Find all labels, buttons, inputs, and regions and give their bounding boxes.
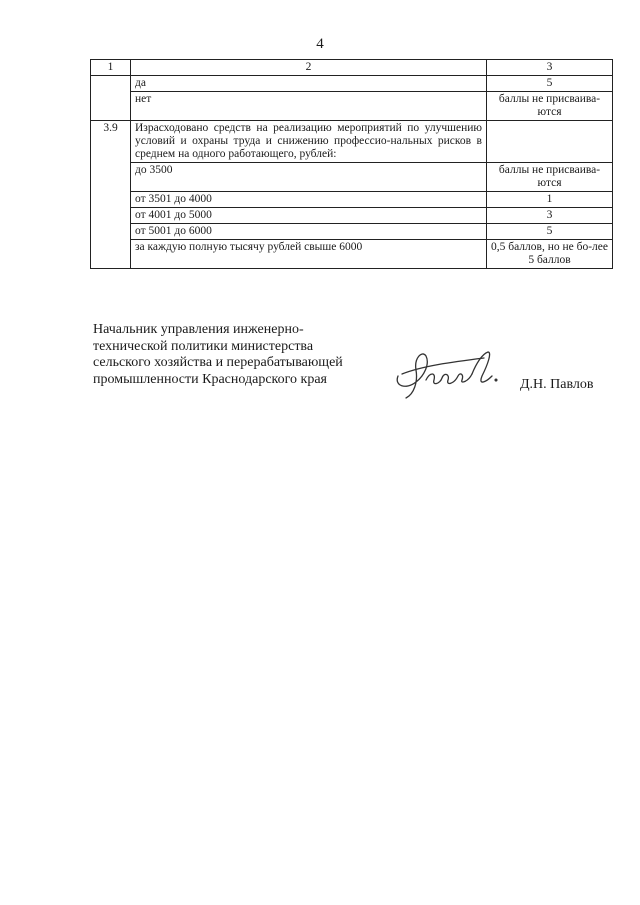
table-row <box>91 163 613 192</box>
page-number: 4 <box>316 36 324 52</box>
table-row <box>91 92 613 121</box>
row-value: 1 <box>487 192 613 208</box>
row-number-cell <box>91 76 131 121</box>
handwritten-signature <box>392 346 502 404</box>
row-value <box>487 121 613 163</box>
header-cell-3: 3 <box>487 60 613 76</box>
row-value: 3 <box>487 208 613 224</box>
header-cell-2: 2 <box>131 60 487 76</box>
row-value: 5 <box>487 76 613 92</box>
table-row <box>91 240 613 269</box>
table-header-row <box>91 60 613 76</box>
row-description: от 3501 до 4000 <box>131 192 487 208</box>
row-description: да <box>131 76 487 92</box>
criteria-table <box>90 59 613 269</box>
row-number-cell: 3.9 <box>91 121 131 269</box>
position-line: технической политики министерства <box>93 338 314 354</box>
table-row <box>91 224 613 240</box>
row-description: за каждую полную тысячу рублей свыше 6000 <box>131 240 487 269</box>
position-line: сельского хозяйства и перерабатывающей <box>93 355 343 370</box>
row-value: баллы не присваива-ются <box>487 92 613 121</box>
row-value: баллы не присваива-ются <box>487 163 613 192</box>
signatory-name: Д.Н. Павлов <box>520 377 594 392</box>
header-cell-1: 1 <box>91 60 131 76</box>
position-line: Начальник управления инженерно- <box>93 322 304 337</box>
row-description: от 4001 до 5000 <box>131 208 487 224</box>
table-row <box>91 76 613 92</box>
table-row <box>91 121 613 163</box>
row-description: нет <box>131 92 487 121</box>
row-description: от 5001 до 6000 <box>131 224 487 240</box>
position-line: промышленности Краснодарского края <box>93 371 327 387</box>
signatory-position <box>93 322 343 388</box>
row-value: 0,5 баллов, но не бо-лее 5 баллов <box>487 240 613 269</box>
table-row <box>91 208 613 224</box>
table-row <box>91 192 613 208</box>
row-value: 5 <box>487 224 613 240</box>
row-description: до 3500 <box>131 163 487 192</box>
row-description: Израсходовано средств на реализацию мероприятий по улучшению условий и охраны труда и снижению профессио-нальных рисков в среднем на одного работающего, рублей: <box>131 121 487 163</box>
